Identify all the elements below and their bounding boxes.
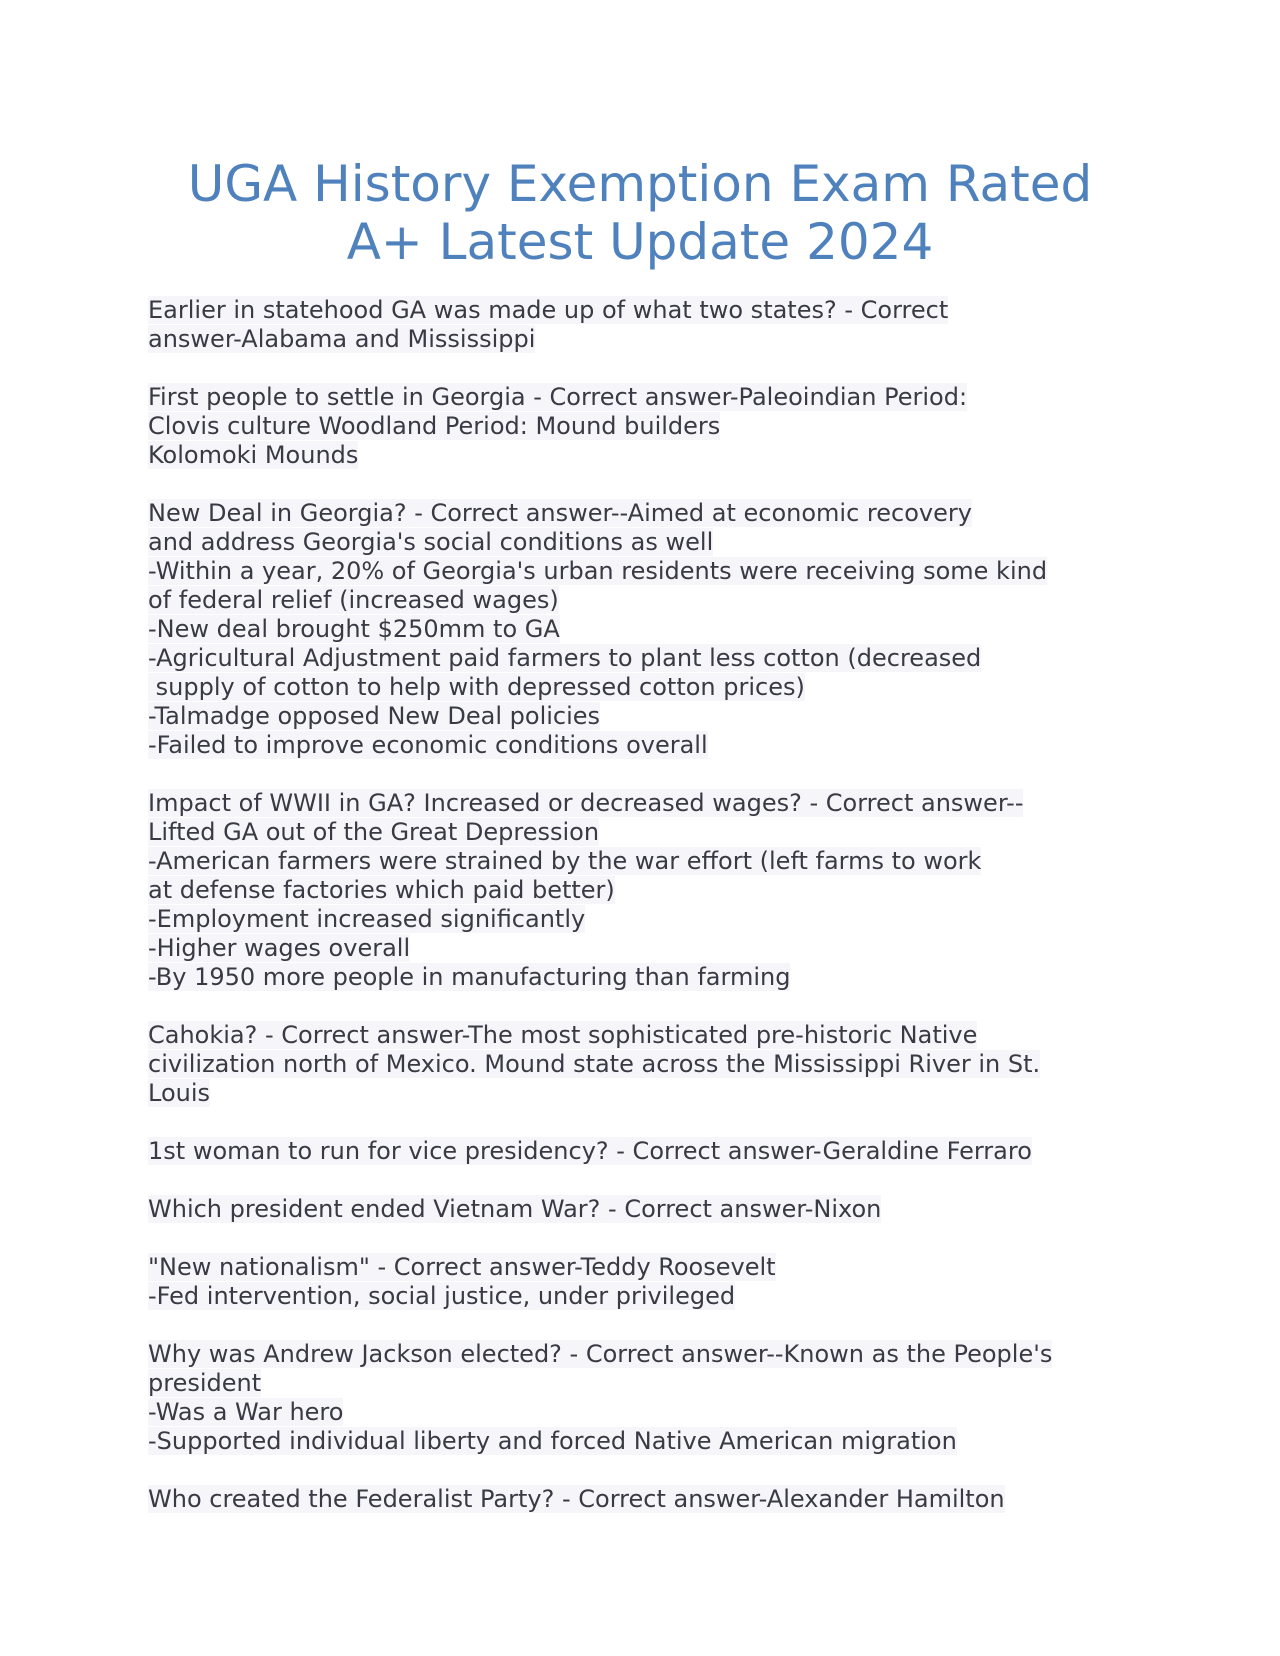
qa-item: [148, 1137, 1128, 1166]
qa-line-text: Impact of WWII in GA? Increased or decreased wages? - Correct answer--: [148, 789, 1024, 817]
qa-line-text: civilization north of Mexico. Mound state across the Mississippi River in St.: [148, 1050, 1041, 1078]
qa-line: [148, 673, 1128, 702]
qa-line-text: Why was Andrew Jackson elected? - Correct answer--Known as the People's: [148, 1340, 1053, 1368]
qa-line-text: and address Georgia's social conditions as well: [148, 528, 714, 556]
qa-line: [148, 1282, 1128, 1311]
qa-line-text: -American farmers were strained by the war effort (left farms to work: [148, 847, 982, 875]
qa-line: [148, 1195, 1128, 1224]
qa-list: [148, 296, 1128, 1543]
qa-line: [148, 383, 1128, 412]
qa-line: [148, 818, 1128, 847]
qa-line-text: Which president ended Vietnam War? - Correct answer-Nixon: [148, 1195, 882, 1223]
qa-line: [148, 1369, 1128, 1398]
qa-item: [148, 1253, 1128, 1311]
qa-line-text: -By 1950 more people in manufacturing than farming: [148, 963, 791, 991]
qa-line-text: -Agricultural Adjustment paid farmers to plant less cotton (decreased: [148, 644, 982, 672]
qa-line-text: Who created the Federalist Party? - Correct answer-Alexander Hamilton: [148, 1485, 1005, 1513]
qa-line-text: Clovis culture Woodland Period: Mound builders: [148, 412, 721, 440]
qa-line-text: Lifted GA out of the Great Depression: [148, 818, 600, 846]
qa-line-text: 1st woman to run for vice presidency? - Correct answer-Geraldine Ferraro: [148, 1137, 1032, 1165]
qa-line: [148, 528, 1128, 557]
qa-line-text: Louis: [148, 1079, 211, 1107]
qa-line-text: -Was a War hero: [148, 1398, 344, 1426]
qa-line-text: -Supported individual liberty and forced Native American migration: [148, 1427, 957, 1455]
qa-line-text: -New deal brought $250mm to GA: [148, 615, 560, 643]
qa-line: [148, 1253, 1128, 1282]
qa-line: [148, 905, 1128, 934]
qa-item: [148, 383, 1128, 470]
qa-line: [148, 1485, 1128, 1514]
qa-line-text: First people to settle in Georgia - Correct answer-Paleoindian Period:: [148, 383, 968, 411]
qa-line-text: Earlier in statehood GA was made up of what two states? - Correct: [148, 296, 949, 324]
qa-line-text: Cahokia? - Correct answer-The most sophisticated pre-historic Native: [148, 1021, 978, 1049]
qa-line: [148, 441, 1128, 470]
qa-line: [148, 615, 1128, 644]
qa-line: [148, 789, 1128, 818]
qa-item: [148, 1195, 1128, 1224]
qa-line: [148, 557, 1128, 586]
qa-line-text: Kolomoki Mounds: [148, 441, 359, 469]
qa-line-text: supply of cotton to help with depressed cotton prices): [148, 673, 805, 701]
qa-line-text: -Fed intervention, social justice, under privileged: [148, 1282, 736, 1310]
qa-line: [148, 499, 1128, 528]
qa-line: [148, 644, 1128, 673]
qa-line: [148, 1137, 1128, 1166]
qa-line-text: -Within a year, 20% of Georgia's urban residents were receiving some kind: [148, 557, 1048, 585]
qa-line: [148, 934, 1128, 963]
qa-line: [148, 876, 1128, 905]
qa-line-text: -Failed to improve economic conditions overall: [148, 731, 708, 759]
qa-line: [148, 1021, 1128, 1050]
qa-item: [148, 296, 1128, 354]
qa-line: [148, 1340, 1128, 1369]
qa-line: [148, 963, 1128, 992]
qa-item: [148, 1021, 1128, 1108]
qa-line: [148, 1050, 1128, 1079]
qa-item: [148, 1485, 1128, 1514]
qa-line: [148, 586, 1128, 615]
qa-line-text: -Talmadge opposed New Deal policies: [148, 702, 601, 730]
qa-item: [148, 789, 1128, 992]
qa-line: [148, 847, 1128, 876]
qa-line: [148, 1398, 1128, 1427]
qa-line-text: "New nationalism" - Correct answer-Teddy Roosevelt: [148, 1253, 776, 1281]
qa-item: [148, 499, 1128, 760]
qa-line: [148, 1079, 1128, 1108]
qa-line-text: president: [148, 1369, 262, 1397]
qa-line: [148, 296, 1128, 325]
document-title: [130, 155, 1150, 271]
qa-line: [148, 702, 1128, 731]
qa-line-text: at defense factories which paid better): [148, 876, 615, 904]
qa-line-text: -Higher wages overall: [148, 934, 411, 962]
qa-line-text: New Deal in Georgia? - Correct answer--Aimed at economic recovery: [148, 499, 972, 527]
qa-line: [148, 412, 1128, 441]
qa-line: [148, 325, 1128, 354]
qa-line-text: -Employment increased significantly: [148, 905, 586, 933]
title-line-1: UGA History Exemption Exam Rated: [187, 155, 1093, 213]
qa-line-text: of federal relief (increased wages): [148, 586, 559, 614]
qa-line-text: answer-Alabama and Mississippi: [148, 325, 536, 353]
qa-line: [148, 1427, 1128, 1456]
qa-line: [148, 731, 1128, 760]
qa-item: [148, 1340, 1128, 1456]
title-line-2: A+ Latest Update 2024: [346, 213, 934, 271]
